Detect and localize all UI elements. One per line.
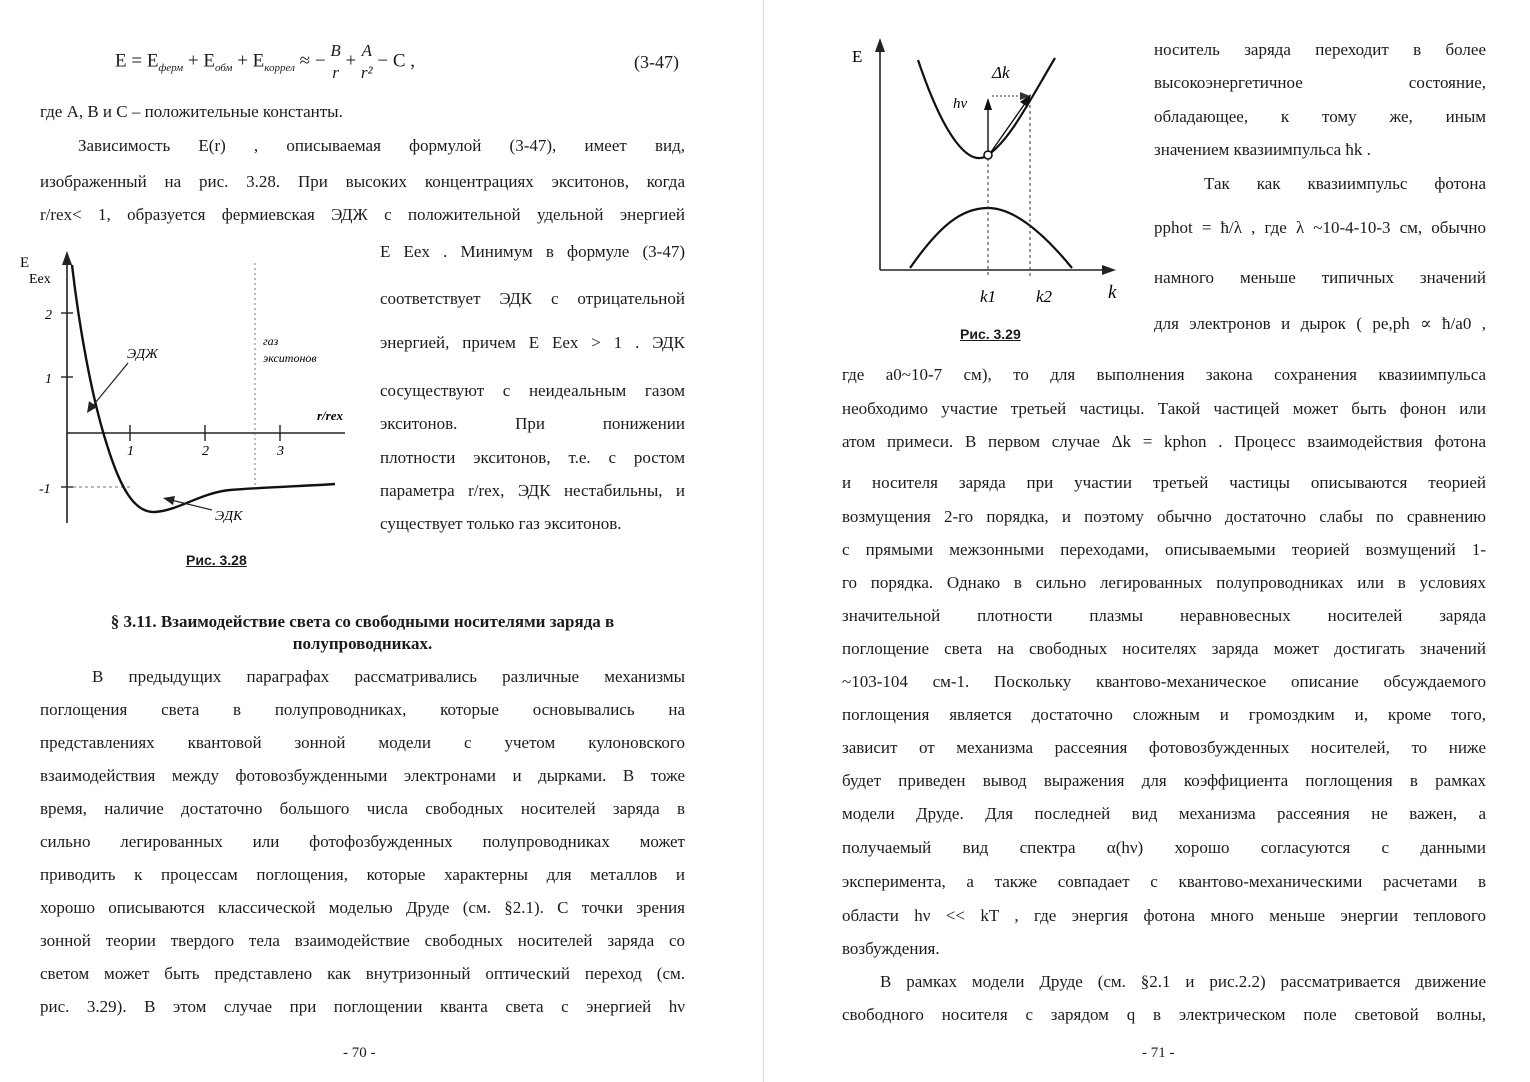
text-line: плотности экситонов, т.е. с ростом xyxy=(380,448,685,467)
text-line: где A, B и C – положительные константы. xyxy=(40,102,343,121)
page-number: - 70 - xyxy=(343,1045,376,1061)
formula-text: + E xyxy=(183,50,215,72)
text-line: возбуждения. xyxy=(842,939,940,958)
text-line: области hν << kT , где энергия фотона много меньше энергии теплового xyxy=(842,906,1486,925)
formula-fraction xyxy=(361,40,373,84)
x-tick-label: 1 xyxy=(127,444,134,459)
text-line: будет приведен вывод выражения для коэффициента поглощения в рамках xyxy=(842,771,1486,790)
k-axis-label: k xyxy=(1108,282,1117,303)
text-line: намного меньше типичных значений xyxy=(1154,268,1486,287)
photon-arrow-icon xyxy=(984,98,992,110)
text-line: Зависимость E(r) , описываемая формулой (3-47), имеет вид, xyxy=(78,136,685,155)
text-line: представлениях квантовой зонной модели с учетом кулоновского xyxy=(40,733,685,752)
hv-label: hν xyxy=(953,96,968,112)
text-line: зонной теории твердого тела взаимодействие свободных носителей заряда со xyxy=(40,931,685,950)
valence-band-curve xyxy=(910,208,1072,268)
text-line: В предыдущих параграфах рассматривались различные механизмы xyxy=(92,667,685,686)
text-line: поглощение света на свободных носителях заряда может достигать значений xyxy=(842,639,1486,658)
text-line: поглощения света в полупроводниках, которые основывались на xyxy=(40,700,685,719)
k2-label: k2 xyxy=(1036,287,1053,306)
left-page xyxy=(0,0,764,1082)
fraction-denominator: r xyxy=(332,63,339,82)
text-line: возмущения 2-го порядка, и поэтому обычно достаточно слабы по сравнению xyxy=(842,507,1486,526)
text-line: Так как квазиимпульс фотона xyxy=(1204,174,1486,193)
text-line: высокоэнергетичное состояние, xyxy=(1154,73,1486,92)
text-line: энергией, причем E Eex > 1 . ЭДК xyxy=(380,333,685,352)
text-line: го порядка. Однако в сильно легированных полупроводниках или в условиях xyxy=(842,573,1486,592)
text-line: параметра r/rex, ЭДК нестабильны, и xyxy=(380,481,685,500)
arrow-icon xyxy=(163,496,175,505)
equation-number: (3-47) xyxy=(634,52,679,72)
formula-fraction xyxy=(330,40,340,84)
text-line: необходимо участие третьей частицы. Такой частицей может быть фонон или xyxy=(842,399,1486,418)
figure-3-28 xyxy=(15,245,355,535)
text-line: получаемый вид спектра α(hν) хорошо согласуются с данными xyxy=(842,838,1486,857)
x-axis-label: r/rex xyxy=(317,408,343,423)
text-line: значением квазиимпульса ħk . xyxy=(1154,140,1371,159)
text-line: сосуществуют с неидеальным газом xyxy=(380,381,685,400)
text-line: эксперимента, а также совпадает с квантово-механическими расчетами в xyxy=(842,872,1486,891)
text-line: светом может быть представлено как внутризонный оптический переход (см. xyxy=(40,964,685,983)
text-line: существует только газ экситонов. xyxy=(380,514,622,533)
right-page xyxy=(764,0,1530,1082)
formula-3-47 xyxy=(115,40,415,84)
y-axis-sublabel: Eex xyxy=(29,272,51,287)
section-heading: полупроводниках. xyxy=(292,634,433,653)
transition-arrow xyxy=(991,102,1026,152)
figure-caption: Рис. 3.28 xyxy=(186,552,247,568)
text-line: значительной плотности плазмы неравновесных носителей заряда xyxy=(842,606,1486,625)
initial-state-marker xyxy=(984,151,992,159)
figure-caption: Рис. 3.29 xyxy=(960,326,1021,342)
text-line: изображенный на рис. 3.28. При высоких концентрациях экситонов, когда xyxy=(40,172,685,191)
section-heading: § 3.11. Взаимодействие света со свободными носителями заряда в xyxy=(110,612,615,631)
text-line: свободного носителя с зарядом q в электрическом поле световой волны, xyxy=(842,1005,1486,1024)
text-line: В рамках модели Друде (см. §2.1 и рис.2.2) рассматривается движение xyxy=(880,972,1486,991)
text-line: поглощения является достаточно сложным и громоздким и, кроме того, xyxy=(842,705,1486,724)
text-line: модели Друде. Для последней вид механизма рассеяния не важен, а xyxy=(842,804,1486,823)
formula-text: + E xyxy=(232,50,265,72)
k-axis-arrow-icon xyxy=(1102,265,1116,275)
formula-text: E = E xyxy=(115,50,159,72)
page-number: - 71 - xyxy=(1142,1045,1175,1061)
label-edzh: ЭДЖ xyxy=(127,347,158,362)
text-line: носитель заряда переходит в более xyxy=(1154,40,1486,59)
text-line: и носителя заряда при участии третьей частицы описываются теорией xyxy=(842,473,1486,492)
fraction-denominator: r² xyxy=(360,63,373,82)
text-line: сильно легированных или фотофозбужденных полупроводниках может xyxy=(40,832,685,851)
label-gas: газ xyxy=(263,334,279,348)
text-line: с прямыми межзонными переходами, описываемыми теорией возмущений 1- xyxy=(842,540,1486,559)
text-line: где a0~10-7 см), то для выполнения закона сохранения квазиимпульса xyxy=(842,365,1486,384)
text-line: для электронов и дырок ( pe,ph ∝ ħ/a0 , xyxy=(1154,314,1486,333)
text-line: соответствует ЭДК с отрицательной xyxy=(380,289,685,308)
y-axis-label: E xyxy=(20,255,30,271)
text-line: взаимодействия между фотовозбужденными электронами и дырками. В тоже xyxy=(40,766,685,785)
formula-text: + xyxy=(340,50,361,72)
energy-curve xyxy=(72,265,335,512)
text-line: экситонов. При понижении xyxy=(380,414,685,433)
formula-sub: обм xyxy=(214,62,233,75)
text-line: время, наличие достаточно большого числа свободных носителей заряда в xyxy=(40,799,685,818)
figure-3-29 xyxy=(850,30,1125,315)
text-line: ~103-104 см-1. Поскольку квантово-механическое описание обсуждаемого xyxy=(842,672,1486,691)
label-edk: ЭДК xyxy=(215,509,243,524)
text-line: приводить к процессам поглощения, которые характерны для металлов и xyxy=(40,865,685,884)
formula-text: ≈ − xyxy=(294,50,326,72)
text-line: хорошо описываются классической моделью Друде (см. §2.1). С точки зрения xyxy=(40,898,685,917)
edzh-pointer xyxy=(91,363,128,408)
e-axis-arrow-icon xyxy=(875,38,885,52)
text-line: атом примеси. В первом случае Δk = kphon . Процесс взаимодействия фотона xyxy=(842,432,1486,451)
text-line: pphot = ħ/λ , где λ ~10-4-10-3 см, обычно xyxy=(1154,218,1486,237)
label-gas: экситонов xyxy=(263,351,317,365)
y-tick-label: 2 xyxy=(45,308,52,323)
text-line: E Eex . Минимум в формуле (3-47) xyxy=(380,242,685,261)
text-line: рис. 3.29). В этом случае при поглощении кванта света с энергией hν xyxy=(40,997,685,1016)
delta-k-label: Δk xyxy=(992,63,1010,82)
formula-sub: ферм xyxy=(158,62,184,75)
text-line: зависит от механизма рассеяния фотовозбужденных носителей, то ниже xyxy=(842,738,1486,757)
e-axis-label: E xyxy=(852,47,863,66)
text-line: обладающее, к тому же, иным xyxy=(1154,107,1486,126)
y-tick-label: 1 xyxy=(45,372,52,387)
fraction-numerator: A xyxy=(361,41,372,60)
x-tick-label: 2 xyxy=(202,444,209,459)
text-line: r/rex< 1, образуется фермиевская ЭДЖ с положительной удельной энергией xyxy=(40,205,685,224)
k1-label: k1 xyxy=(980,287,997,306)
fraction-numerator: B xyxy=(330,41,341,60)
x-tick-label: 3 xyxy=(277,444,284,459)
y-tick-label: -1 xyxy=(39,482,51,497)
formula-text: − C , xyxy=(372,50,416,72)
formula-sub: коррел xyxy=(264,62,295,75)
y-axis-arrow-icon xyxy=(62,251,72,265)
